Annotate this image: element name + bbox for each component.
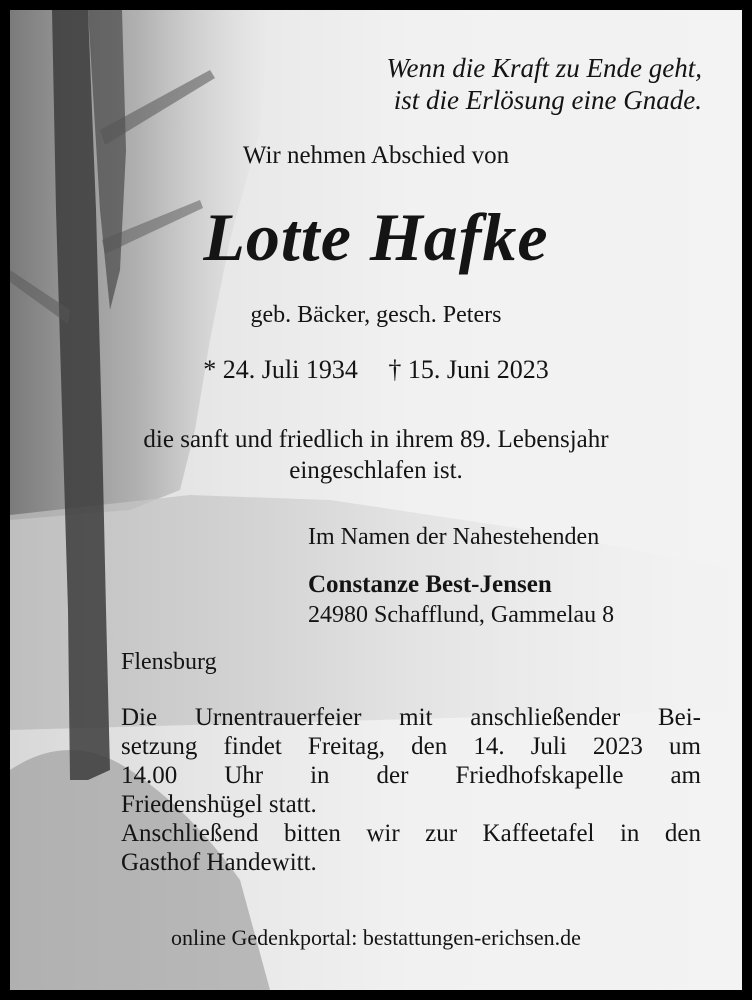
- signer-intro: Im Namen der Nahestehenden: [308, 524, 600, 550]
- funeral-details: [121, 703, 701, 877]
- signer-address: 24980 Schafflund, Gammelau 8: [308, 602, 615, 628]
- signer-name: Constanze Best-Jensen: [308, 571, 552, 598]
- quote-line-1: Wenn die Kraft zu Ende geht,: [386, 53, 702, 83]
- memorial-portal-link: online Gedenkportal: bestattungen-erichsen.de: [171, 925, 581, 950]
- quote-line-2: ist die Erlösung eine Gnade.: [393, 85, 702, 115]
- funeral-line-4: Friedenshügel statt.: [121, 791, 317, 818]
- passing-text: [10, 424, 742, 486]
- birth-date: * 24. Juli 1934: [203, 355, 358, 384]
- funeral-line-1: Die Urnentrauerfeier mit anschließender Bei-: [121, 704, 701, 731]
- life-dates: [10, 355, 742, 385]
- funeral-line-6: Gasthof Handewitt.: [121, 849, 317, 876]
- obituary-notice: [10, 10, 742, 990]
- passing-line-1: die sanft und friedlich in ihrem 89. Lebensjahr: [143, 426, 609, 453]
- farewell-intro: Wir nehmen Abschied von: [242, 142, 510, 169]
- maiden-name: geb. Bäcker, gesch. Peters: [250, 302, 502, 328]
- funeral-line-3: 14.00 Uhr in der Friedhofskapelle am: [121, 762, 701, 789]
- place: Flensburg: [121, 649, 217, 675]
- funeral-line-2: setzung findet Freitag, den 14. Juli 2023 um: [121, 733, 701, 760]
- deceased-name: Lotte Hafke: [203, 199, 549, 275]
- death-date: † 15. Juni 2023: [388, 355, 549, 384]
- passing-line-2: eingeschlafen ist.: [289, 457, 463, 484]
- funeral-line-5: Anschließend bitten wir zur Kaffeetafel in den: [121, 820, 701, 847]
